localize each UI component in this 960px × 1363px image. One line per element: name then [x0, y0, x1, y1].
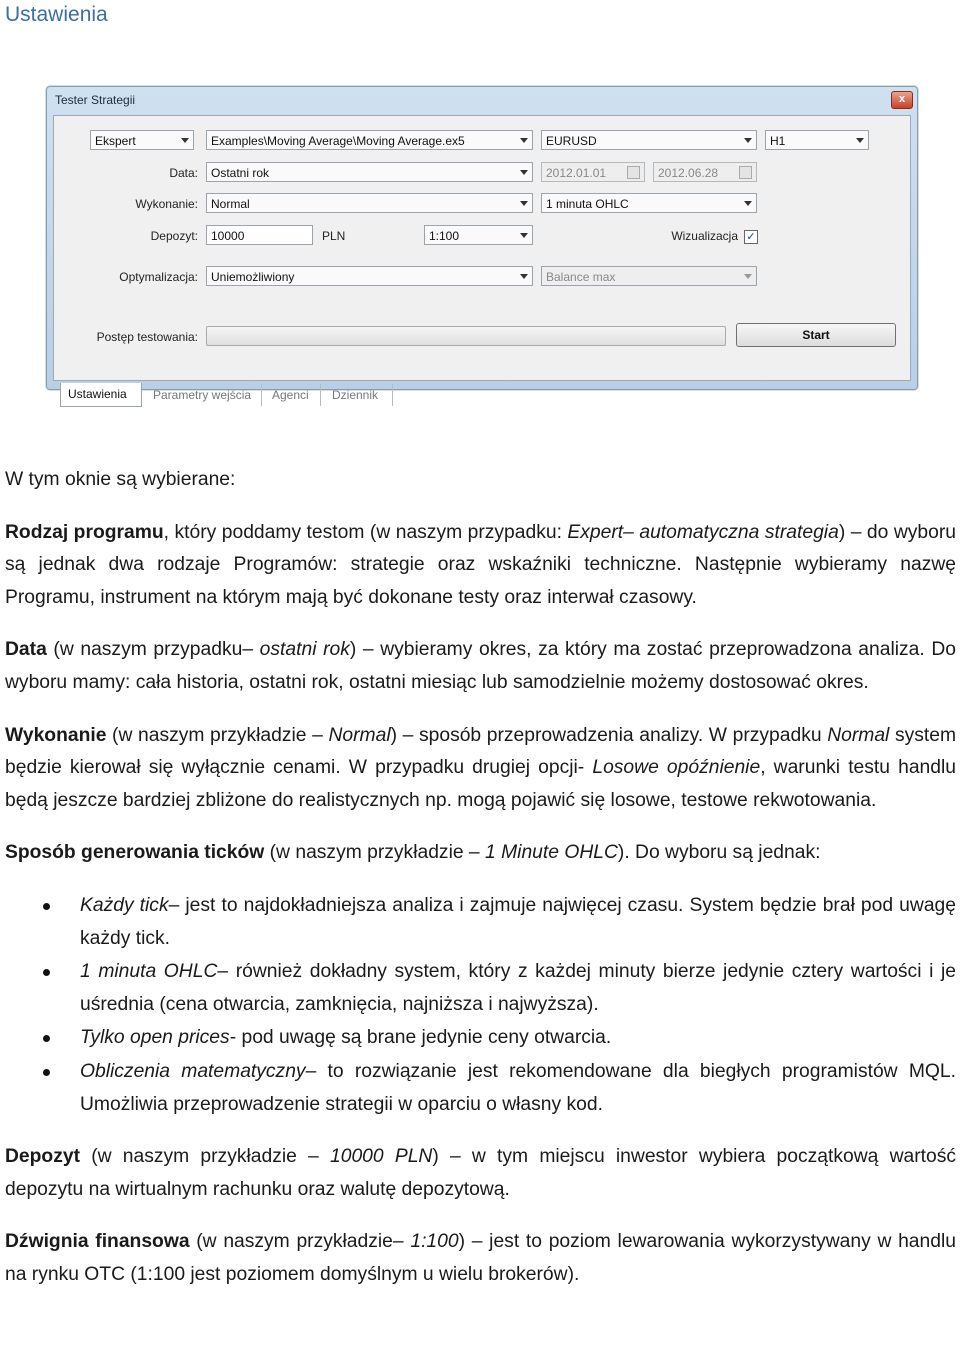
- example: 1 minuta OHLC: [80, 961, 218, 983]
- symbol-value: EURUSD: [546, 134, 597, 148]
- settings-panel: [53, 115, 911, 402]
- progress-label: Postęp testowania:: [96, 330, 198, 344]
- paragraph-program-type: [5, 517, 956, 615]
- deposit-label: Depozyt:: [150, 229, 198, 243]
- date-to-field[interactable]: [653, 162, 757, 182]
- term: Depozyt: [5, 1146, 80, 1168]
- term: Rodzaj programu: [5, 521, 164, 543]
- document-body: [5, 464, 956, 1291]
- bullet-icon: [43, 1069, 50, 1076]
- optimization-select[interactable]: [206, 266, 533, 286]
- calendar-icon: [739, 166, 752, 179]
- example: Expert– automatyczna strategia: [567, 521, 839, 543]
- chevron-down-icon: [520, 201, 528, 206]
- list-item: [5, 1056, 956, 1121]
- start-button[interactable]: Start: [736, 323, 896, 347]
- text: system będzie kierował się wyłącznie cenami. W przypadku drugiej opcji-: [5, 724, 957, 779]
- text: , który poddamy testom (w naszym przypadku:: [163, 521, 568, 543]
- text: (w naszym przypadku–: [46, 639, 260, 661]
- date-range-select[interactable]: [206, 162, 533, 182]
- text: (w naszym przykładzie –: [80, 1146, 330, 1168]
- example: Losowe opóźnienie: [592, 757, 761, 779]
- example: Każdy tick: [80, 894, 169, 916]
- window-title: Tester Strategii: [55, 93, 136, 107]
- tab-parametry-wejscia[interactable]: Parametry wejścia: [146, 384, 262, 406]
- chevron-down-icon: [744, 274, 752, 279]
- optimization-criterion-value: Balance max: [546, 270, 616, 284]
- chevron-down-icon: [520, 138, 528, 143]
- example: ostatni rok: [259, 639, 350, 661]
- text: - pod uwagę są brane jedynie ceny otwarcia.: [229, 1027, 612, 1049]
- bullet-icon: [43, 1035, 50, 1042]
- text: (w naszym przykładzie –: [264, 842, 486, 864]
- program-name-select[interactable]: [206, 130, 533, 150]
- bullet-icon: [43, 969, 50, 976]
- tab-agenci[interactable]: Agenci: [265, 384, 321, 406]
- leverage-value: 1:100: [429, 229, 460, 243]
- tick-mode-select[interactable]: [541, 193, 757, 213]
- text: ). Do wyboru są jednak:: [617, 842, 821, 864]
- chevron-down-icon: [744, 138, 752, 143]
- list-item: [5, 1022, 956, 1055]
- close-icon[interactable]: x: [891, 91, 913, 109]
- date-label: Data:: [169, 166, 198, 180]
- example: 1 Minute OHLC: [485, 842, 618, 864]
- text: – to rozwiązanie jest rekomendowane dla biegłych programistów MQL. Umożliwia przeprowadzenie strategii w oparciu o własny kod.: [80, 1060, 956, 1115]
- currency-label: PLN: [322, 229, 346, 243]
- optimization-criterion-select[interactable]: [541, 266, 757, 286]
- visualization-checkbox[interactable]: ✓: [744, 230, 758, 244]
- date-to-value: 2012.06.28: [658, 166, 719, 180]
- timeframe-value: H1: [770, 134, 786, 148]
- text: ) – jest to poziom lewarowania wykorzystywany w handlu na rynku OTC (1:100 jest poziomem domyślnym u wielu brokerów).: [5, 1231, 956, 1285]
- execution-value: Normal: [211, 197, 250, 211]
- text: – jest to najdokładniejsza analiza i zajmuje najwięcej czasu. System będzie brał pod uwagę każdy tick.: [80, 894, 956, 949]
- list-item: [5, 890, 956, 955]
- text: , warunki testu handlu będą jeszcze bardziej zbliżone do realistycznych np. mogą pojawić się losowe, testowe rekwotowania.: [5, 757, 956, 811]
- paragraph-tick-generation: [5, 837, 956, 870]
- intro-paragraph: W tym oknie są wybierane:: [5, 469, 236, 490]
- program-type-select[interactable]: [90, 130, 194, 150]
- chevron-down-icon: [520, 274, 528, 279]
- term: Dźwignia finansowa: [5, 1231, 190, 1253]
- example: 1:100: [410, 1231, 459, 1253]
- term: Wykonanie: [5, 724, 107, 746]
- text: (w naszym przykładzie –: [106, 724, 329, 746]
- text: ) – do wyboru są jednak dwa rodzaje Programów: strategie oraz wskaźniki techniczne. Następnie wybieramy nazwę Programu, instrument na którym mają być dokonane testy oraz interwał czasowy.: [5, 521, 956, 608]
- chevron-down-icon: [744, 201, 752, 206]
- bullet-icon: [43, 903, 50, 910]
- program-type-value: Ekspert: [95, 134, 136, 148]
- text: (w naszym przykładzie–: [189, 1231, 411, 1253]
- text: – również dokładny system, który z każdej minuty bierze jedynie cztery wartości i je uśrednia (cena otwarcia, zamknięcia, najniższa i najwyższa).: [80, 961, 956, 1015]
- tick-mode-list: [5, 890, 956, 1121]
- document-title: Ustawienia: [5, 3, 108, 26]
- date-from-field[interactable]: [541, 162, 645, 182]
- paragraph-deposit: [5, 1141, 956, 1206]
- calendar-icon: [627, 166, 640, 179]
- example: Normal: [827, 724, 890, 746]
- timeframe-select[interactable]: [765, 130, 869, 150]
- visualization-label: Wizualizacja: [671, 229, 738, 243]
- chevron-down-icon: [520, 170, 528, 175]
- paragraph-leverage: [5, 1226, 956, 1291]
- program-name-value: Examples\Moving Average\Moving Average.ex5: [211, 134, 465, 148]
- tab-dziennik[interactable]: Dziennik: [325, 384, 393, 406]
- chevron-down-icon: [856, 138, 864, 143]
- example: Obliczenia matematyczny: [80, 1060, 306, 1082]
- text: ) – wybieramy okres, za który ma zostać przeprowadzona analiza. Do wyboru mamy: cała historia, ostatni rok, ostatni miesiąc lub samodzielnie możemy dostosować okres.: [5, 639, 957, 693]
- symbol-select[interactable]: [541, 130, 757, 150]
- text: ) – w tym miejscu inwestor wybiera początkową wartość depozytu na wirtualnym rachunku oraz walutę depozytową.: [5, 1146, 956, 1200]
- example: Normal: [328, 724, 391, 746]
- leverage-select[interactable]: [424, 225, 533, 245]
- text: ) – sposób przeprowadzenia analizy. W przypadku: [390, 724, 828, 746]
- chevron-down-icon: [520, 233, 528, 238]
- tab-ustawienia[interactable]: Ustawienia: [60, 383, 142, 407]
- term: Sposób generowania ticków: [5, 842, 265, 864]
- example: 10000 PLN: [330, 1146, 433, 1168]
- execution-label: Wykonanie:: [135, 197, 198, 211]
- execution-select[interactable]: [206, 193, 533, 213]
- chevron-down-icon: [181, 138, 189, 143]
- deposit-input[interactable]: 10000: [206, 225, 313, 245]
- paragraph-date: [5, 634, 956, 699]
- date-range-value: Ostatni rok: [211, 166, 270, 180]
- paragraph-execution: [5, 720, 956, 818]
- optimization-value: Uniemożliwiony: [211, 270, 295, 284]
- tick-mode-value: 1 minuta OHLC: [546, 197, 629, 211]
- progress-bar: [206, 326, 726, 346]
- example: Tylko open prices: [80, 1027, 230, 1049]
- strategy-tester-window: [46, 86, 918, 402]
- date-from-value: 2012.01.01: [546, 166, 607, 180]
- optimization-label: Optymalizacja:: [119, 270, 198, 284]
- term: Data: [5, 639, 47, 661]
- list-item: [5, 956, 956, 1021]
